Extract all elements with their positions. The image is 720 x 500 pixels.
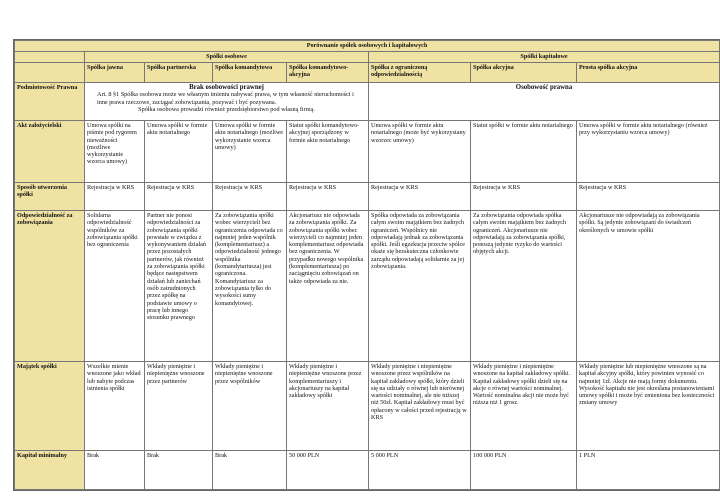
group-header-kapitalowe: Spółki kapitałowe [369, 52, 720, 63]
group-row [15, 52, 720, 63]
kapitalowe-legal-heading: Osobowość prawna [515, 84, 573, 91]
table-cell: Umowa spółki w formie aktu notarialnego (może być wykorzystany wzorzec umowy) [369, 121, 471, 183]
row-label: Majątek spółki [15, 362, 85, 451]
table-cell: Brak [145, 451, 213, 490]
table-cell: Rejestracja w KRS [145, 183, 213, 211]
table-cell: Umowa spółki na piśmie pod rygorem nieważności (możliwe wykorzystanie wzorca umowy) [85, 121, 145, 183]
table-cell: Umowa spółki w formie aktu notarialnego [145, 121, 213, 183]
table-row-kapital [15, 451, 720, 490]
row-label: Sposób utworzenia spółki [15, 183, 85, 211]
table-cell: Brak [85, 451, 145, 490]
table-cell: Za zobowiązania odpowiada spółka całym swoim majątkiem bez żadnych ograniczeń. Akcjonariusze nie odpowiadają za zobowiązania spółki, ponoszą jedynie ryzyko do wartości objętych akcji. [471, 211, 577, 362]
corner-cell [15, 52, 85, 63]
table-cell: Rejestracja w KRS [369, 183, 471, 211]
column-header-row [15, 63, 720, 83]
row-label: Kapitał minimalny [15, 451, 85, 490]
osobowe-legal-note: Spółka osobowa prowadzi również przedsiębiorstwo pod własną firmą. [138, 105, 315, 113]
table-cell: 5 000 PLN [369, 451, 471, 490]
table-cell: Za zobowiązania spółki wobec wierzycieli bez ograniczenia odpowiada co najmniej jeden wspólnik (komplementariusz) a odpowiedzialność jednego wspólnika (komandytariusza) jest ograniczona. Komandytariusz za zobowiązania tylko do wysokości sumy komandytowej. [213, 211, 287, 362]
group-header-osobowe: Spółki osobowe [85, 52, 369, 63]
table-cell: Brak [213, 451, 287, 490]
table-cell: Statut spółki w formie aktu notarialnego [471, 121, 577, 183]
comparison-table [14, 40, 720, 490]
column-header: Spółka komandytowo-akcyjna [287, 63, 369, 83]
column-header: Spółka z ograniczoną odpowiedzialnością [369, 63, 471, 83]
table-cell: Wkłady pieniężne i niepieniężne wnoszone na kapitał zakładowy spółki. Kapitał zakładowy spółki dzieli się na akcje o równej wartości nominalnej. Wartość nominalna akcji nie może być niższa niż 1 grosz. [471, 362, 577, 451]
table-cell: Rejestracja w KRS [85, 183, 145, 211]
table-cell: Umowa spółki w formie aktu notarialnego (również przy wykorzystaniu wzorca umowy) [577, 121, 720, 183]
table-cell: Rejestracja w KRS [577, 183, 720, 211]
table-cell: Partner nie ponosi odpowiedzialności za zobowiązania spółki powstałe w związku z wykonywaniem działań przez pozostałych partnerów, jak również za zobowiązania spółki będące następstwem działań lub zaniechań osób zatrudnionych przez spółkę na podstawie umowy o pracę lub innego stosunku prawnego [145, 211, 213, 362]
column-header: Spółka jawna [85, 63, 145, 83]
table-row-majatek [15, 362, 720, 451]
table-cell: Wkłady pieniężne i niepieniężne wnoszone przez komplementariuszy i akcjonariuszy na kapitał zakładowy spółki [287, 362, 369, 451]
osobowe-legal-article: Art. 8 §1 Spółka osobowa może we własnym imieniu nabywać prawa, w tym własność nieruchomości i inne prawa rzeczowe, zaciągać zobowiązania, pozywać i być pozywana. [97, 91, 354, 106]
table-cell: Akcjonariusz nie odpowiada za zobowiązania spółki. Za zobowiązania spółki wobec wierzycieli co najmniej jeden komplementariusz odpowiada bez ograniczenia. W przypadku nowego wspólnika (komplementariusza) po zaciągnięciu zobowiązań on także odpowiada za nie. [287, 211, 369, 362]
osobowe-legal-heading: Brak osobowości prawnej [189, 84, 264, 91]
header-corner [15, 63, 85, 83]
column-header: Spółka akcyjna [471, 63, 577, 83]
table-cell: Wkłady pieniężne i niepieniężne wnoszone przez wspólników [213, 362, 287, 451]
title-row [15, 41, 720, 52]
table-row-akt [15, 121, 720, 183]
comparison-document [13, 39, 720, 491]
table-cell: Akcjonariusze nie odpowiadają za zobowiązania spółki. Są jedynie zobowiązani do świadczeń określonych w umowie spółki [577, 211, 720, 362]
kapitalowe-legal-cell [369, 83, 720, 121]
table-cell: Wkłady pieniężne i niepieniężne wnoszone przez wspólników na kapitał zakładowy spółki, który dzieli się na udziały o równej lub nierównej wartości nominalnej, ale nie niższej niż 50zł. Kapitał zakładowy musi być opłacony w całości przed rejestracją w KRS [369, 362, 471, 451]
table-cell: Wkłady pieniężne lub niepieniężne wnoszone są na kapitał akcyjny spółki, który powinien wynosić co najmniej 1zł. Akcje nie mają formy dokumentu. Wysokość kapitału nie jest określana postanowieniami umowy spółki i może być zmieniona bez konieczności zmiany umowy [577, 362, 720, 451]
table-row-odpowiedzialnosc [15, 211, 720, 362]
table-cell: Wkłady pieniężne i niepieniężne wnoszone przez partnerów [145, 362, 213, 451]
column-header: Prosta spółka akcyjna [577, 63, 720, 83]
column-header: Spółka komandytowa [213, 63, 287, 83]
table-row-podmiotowosc [15, 83, 720, 121]
table-cell: Rejestracja w KRS [287, 183, 369, 211]
table-row-sposob [15, 183, 720, 211]
osobowe-legal-cell [85, 83, 369, 121]
table-cell: 50 000 PLN [287, 451, 369, 490]
row-label: Akt założycielski [15, 121, 85, 183]
table-cell: Wszelkie mienie wnoszone jako wkład lub nabyte podczas istnienia spółki [85, 362, 145, 451]
table-cell: 1 PLN [577, 451, 720, 490]
row-label: Odpowiedzialność za zobowiązania [15, 211, 85, 362]
table-cell: Solidarna odpowiedzialność wspólników za zobowiązania spółki bez ograniczenia [85, 211, 145, 362]
table-cell: 100 000 PLN [471, 451, 577, 490]
table-cell: Rejestracja w KRS [213, 183, 287, 211]
table-title: Porównanie spółek osobowych i kapitałowych [15, 41, 720, 52]
table-cell: Umowa spółki w formie aktu notarialnego (możliwe wykorzystanie wzorca umowy) [213, 121, 287, 183]
table-cell: Spółka odpowiada za zobowiązania całym swoim majątkiem bez żadnych ograniczeń. Wspólnicy nie odpowiadają jednak za zobowiązania spółki. Jeśli egzekucja przeciw spółce okaże się bezskuteczna członkowie zarządu odpowiadają solidarnie za jej zobowiązania. [369, 211, 471, 362]
row-label: Podmiotowość Prawna [15, 83, 85, 121]
column-header: Spółka partnerska [145, 63, 213, 83]
table-cell: Statut spółki komandytowo-akcyjnej sporządzony w formie aktu notarialnego [287, 121, 369, 183]
table-cell: Rejestracja w KRS [471, 183, 577, 211]
